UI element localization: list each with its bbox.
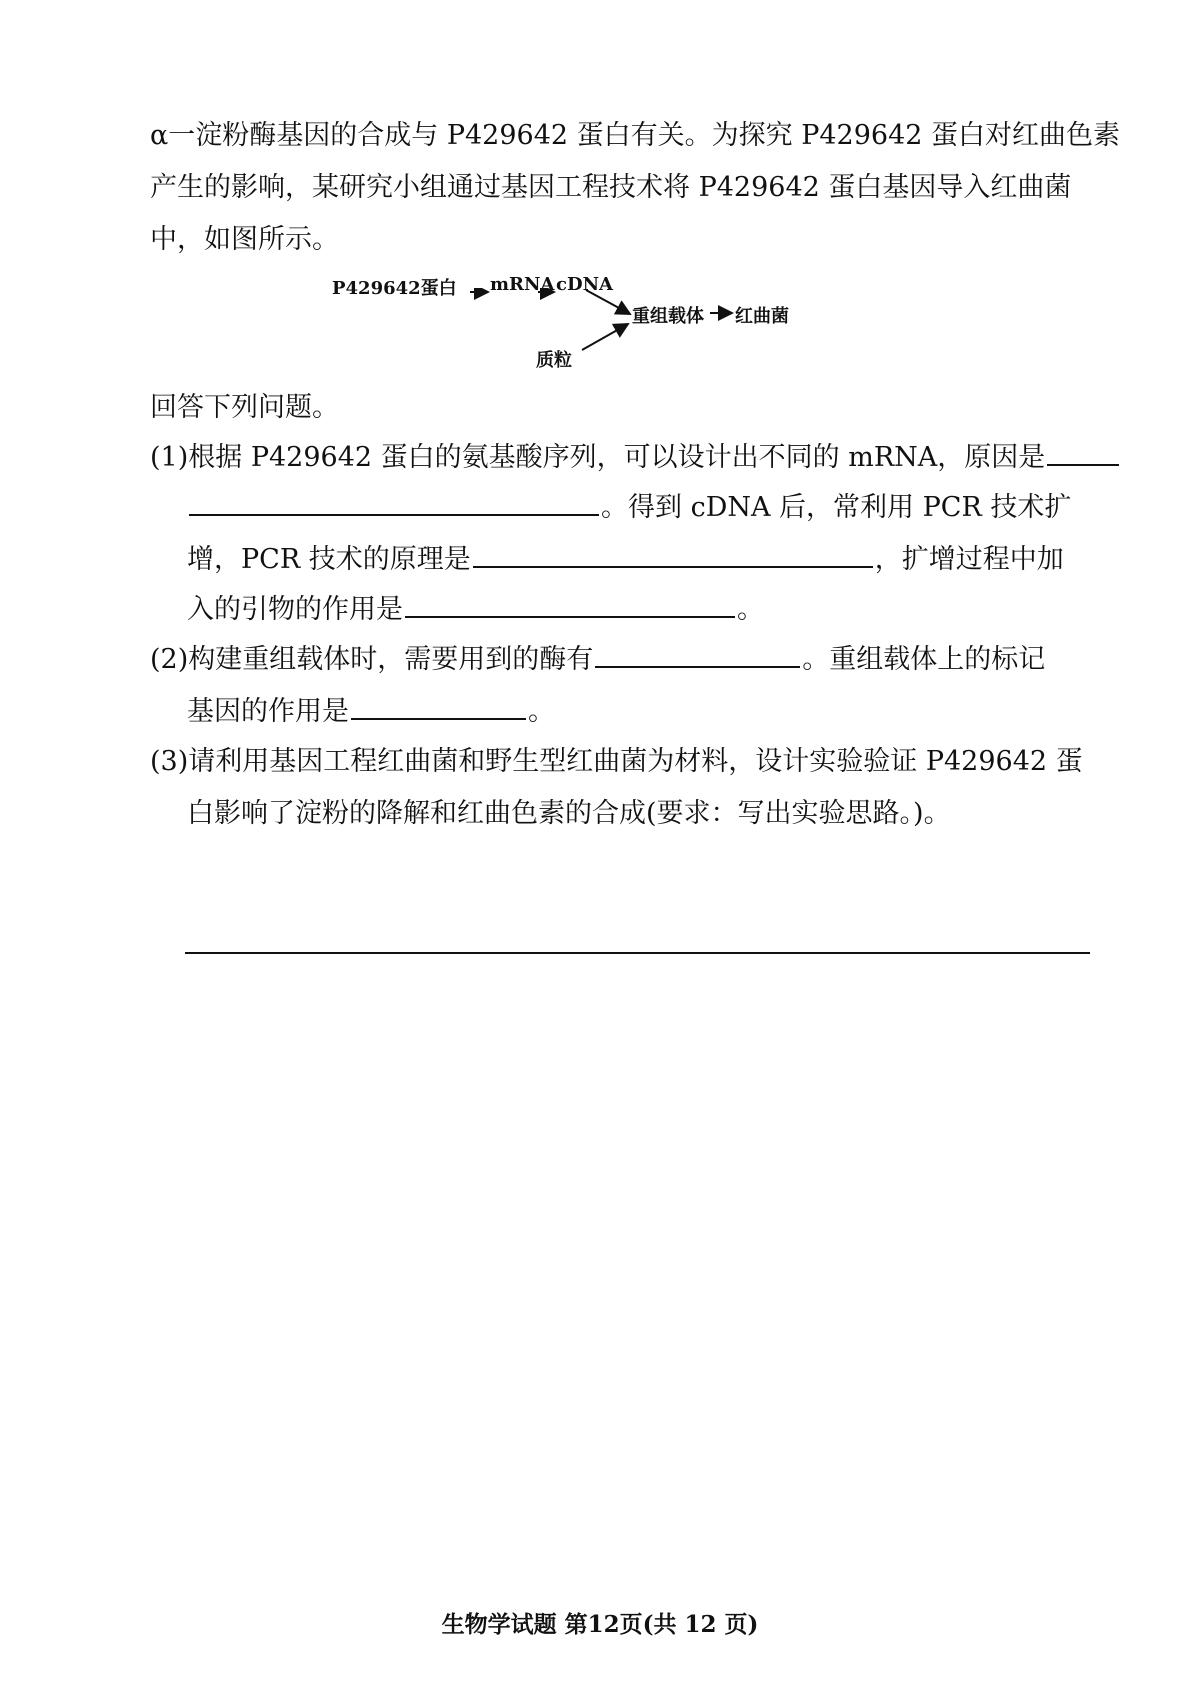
q1-blank-pcr-principle[interactable]	[473, 540, 873, 568]
q2-line-2	[187, 692, 555, 730]
q1-text-2: 。得到 cDNA 后，常利用 PCR 技术扩	[601, 492, 1072, 523]
q2-text-2a: 基因的作用是	[187, 696, 349, 727]
q2-text-1a: (2)构建重组载体时，需要用到的酶有	[150, 644, 594, 675]
node-cdna: cDNA	[556, 274, 613, 295]
node-plasmid: 质粒	[536, 350, 572, 371]
intro-line-2: 产生的影响，某研究小组通过基因工程技术将 P429642 蛋白基因导入红曲菌	[150, 172, 1072, 203]
q2-text-2b: 。	[528, 696, 555, 727]
intro-line-1: α一淀粉酶基因的合成与 P429642 蛋白有关。为探究 P429642 蛋白对红曲色素	[150, 120, 1121, 151]
q1-text-1: (1)根据 P429642 蛋白的氨基酸序列，可以设计出不同的 mRNA，原因是	[150, 442, 1046, 473]
diagram-arrows	[360, 288, 880, 408]
intro-line-3: 中，如图所示。	[150, 224, 339, 255]
node-mrna: mRNA	[490, 274, 555, 295]
q1-blank-primer-role[interactable]	[405, 590, 735, 618]
q1-text-4b: 。	[737, 594, 764, 625]
q1-text-3a: 增，PCR 技术的原理是	[187, 544, 471, 575]
q1-line-1	[150, 438, 1121, 476]
node-recombinant-vector: 重组载体	[632, 306, 704, 327]
q1-line-4	[187, 590, 764, 628]
q2-blank-marker-role[interactable]	[351, 692, 526, 720]
q1-text-4a: 入的引物的作用是	[187, 594, 403, 625]
q3-line-2: 白影响了淀粉的降解和红曲色素的合成(要求：写出实验思路。)。	[187, 798, 951, 829]
q3-answer-line[interactable]	[185, 952, 1090, 954]
q2-text-1b: 。重组载体上的标记	[802, 644, 1046, 675]
q1-blank-reason-cont[interactable]	[189, 488, 599, 516]
gene-engineering-flow-diagram	[332, 274, 880, 408]
q2-blank-enzymes[interactable]	[595, 640, 800, 668]
q1-blank-reason[interactable]	[1047, 438, 1119, 466]
q1-line-3	[187, 540, 1064, 578]
q1-text-3b: ，扩增过程中加	[874, 544, 1064, 575]
q2-line-1	[150, 640, 1045, 678]
page-footer: 生物学试题 第12页(共 12 页)	[441, 1611, 759, 1638]
node-protein: P429642蛋白	[332, 278, 457, 299]
q1-line-2	[187, 488, 1071, 526]
answer-prompt: 回答下列问题。	[150, 392, 339, 423]
q3-line-1: (3)请利用基因工程红曲菌和野生型红曲菌为材料，设计实验验证 P429642 蛋	[150, 746, 1083, 777]
node-host-monascus: 红曲菌	[735, 306, 789, 327]
arrow-plasmid-to-vector	[582, 324, 628, 350]
